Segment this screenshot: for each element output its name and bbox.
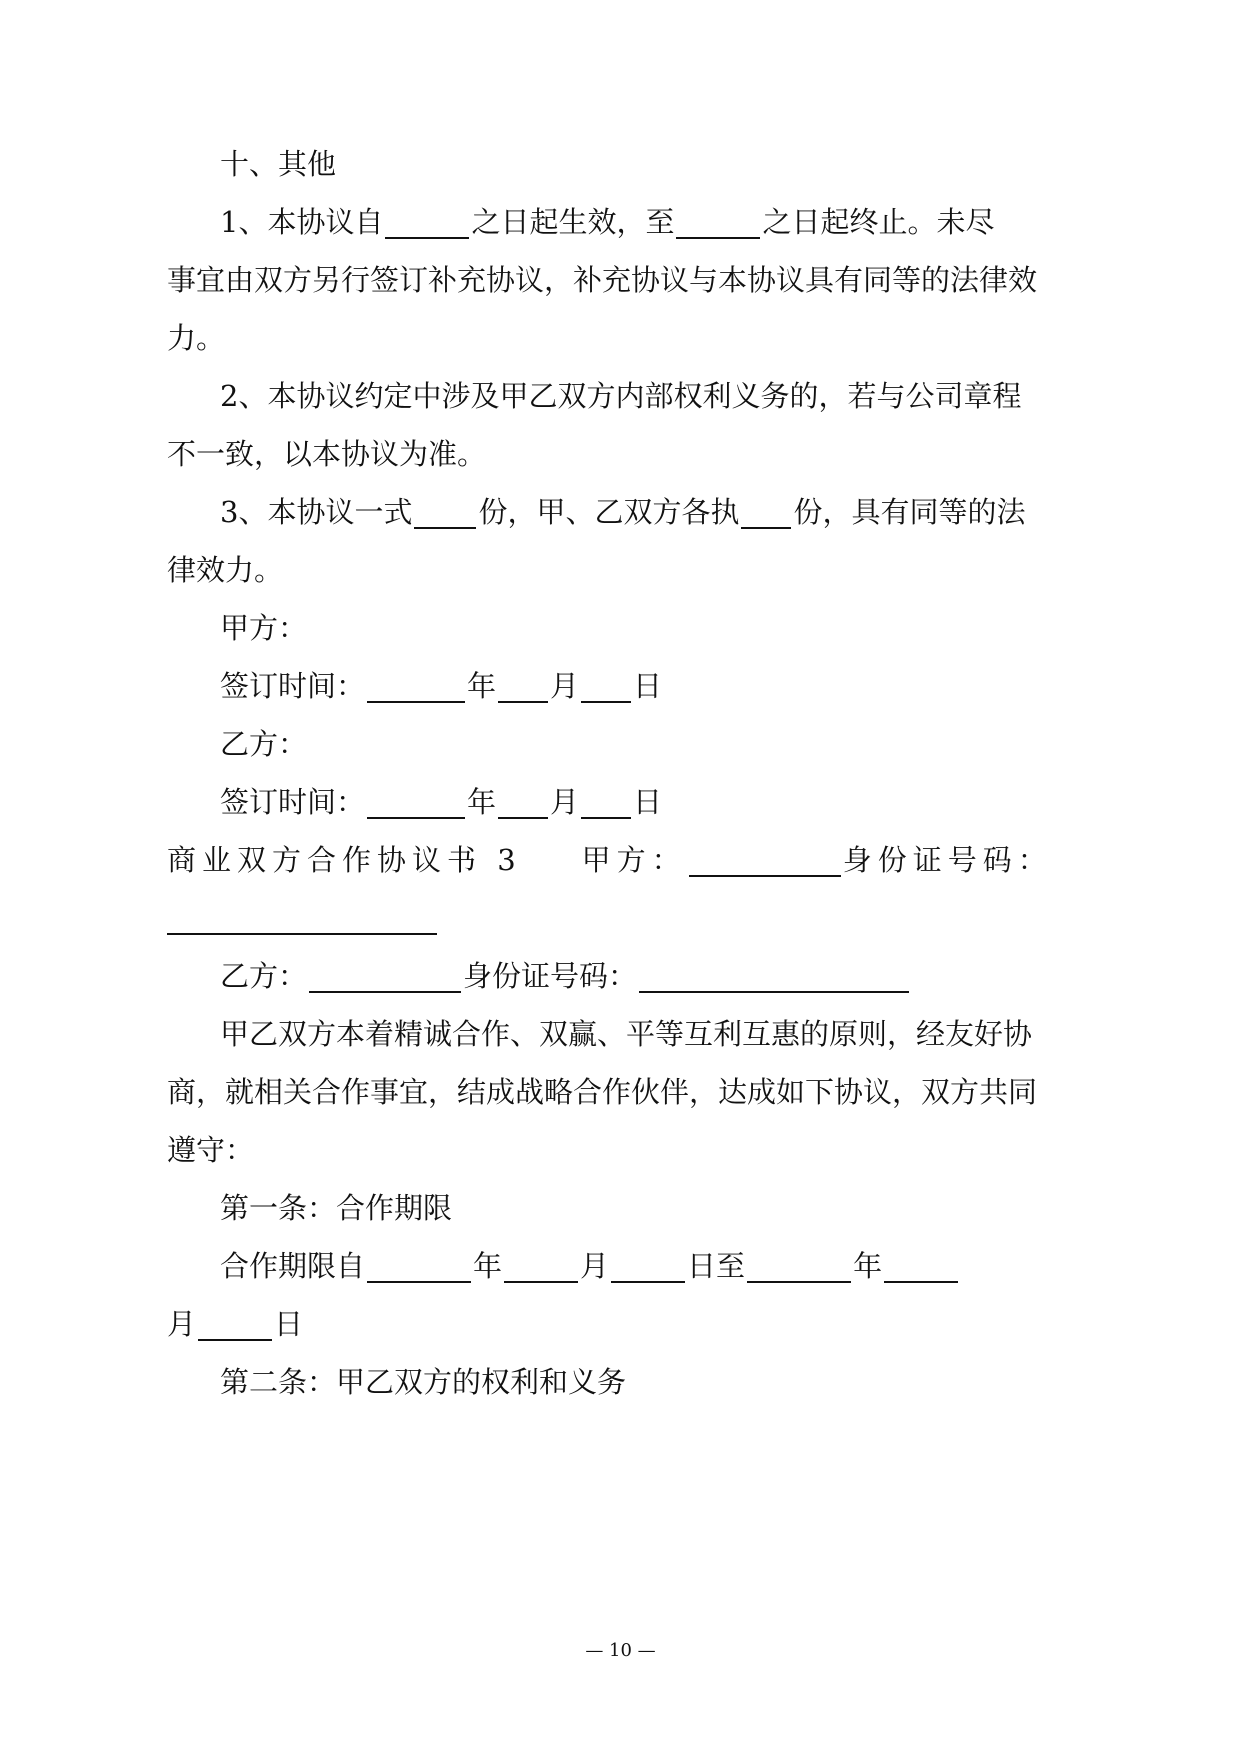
year-label: 年 (467, 785, 497, 819)
party-b-label: 乙方： (220, 727, 308, 761)
article-1-title: 第一条：合作期限 (220, 1191, 453, 1225)
party-b-sign-time (0, 777, 1241, 827)
clause-text: 份，具有同等的法 (793, 495, 1026, 529)
article-1-heading (0, 1183, 1241, 1233)
article-2-heading (0, 1357, 1241, 1407)
clause-text: 之日起生效，至 (471, 205, 675, 239)
sign-time-label: 签订时间： (220, 785, 366, 819)
blank-copies-each (741, 487, 791, 529)
blank-party-a-id (167, 893, 437, 935)
party-b-signature (0, 719, 1241, 769)
blank-party-b-name (309, 951, 461, 993)
clause-1-line-2 (0, 255, 1241, 305)
doc3-party-b-label: 乙方： (220, 959, 308, 993)
blank-termination-date (676, 197, 760, 239)
clause-text: 事宜由双方另行签订补充协议，补充协议与本协议具有同等的法律效 (167, 263, 1038, 297)
blank-start-year (367, 1241, 471, 1283)
blank-month (498, 661, 548, 703)
clause-text: 3、本协议一式 (220, 495, 413, 529)
cooperation-term-line-2 (0, 1299, 1241, 1349)
day-label: 日 (633, 669, 663, 703)
blank-day (581, 661, 631, 703)
month-label: 月 (580, 1249, 610, 1283)
article-2-title: 第二条：甲乙双方的权利和义务 (220, 1365, 627, 1399)
doc3-intro-line-3 (0, 1125, 1241, 1175)
doc3-party-b-line (0, 951, 1241, 1001)
clause-1-line-3 (0, 313, 1241, 363)
clause-1-line-1 (0, 197, 1241, 247)
year-label: 年 (473, 1249, 503, 1283)
clause-text: 力。 (167, 321, 226, 355)
doc3-intro-line-1 (0, 1009, 1241, 1059)
blank-year (367, 777, 465, 819)
intro-text: 遵守： (167, 1133, 255, 1167)
doc3-id-label: 身份证号码： (842, 843, 1053, 877)
section-heading (0, 139, 1241, 189)
day-label: 日 (274, 1307, 304, 1341)
blank-end-month (884, 1241, 958, 1283)
section-title: 十、其他 (220, 147, 337, 181)
doc3-party-a-id-line (0, 893, 1241, 943)
clause-text: 1、本协议自 (220, 205, 384, 239)
blank-month (498, 777, 548, 819)
party-a-sign-time (0, 661, 1241, 711)
clause-2-line-2 (0, 429, 1241, 479)
term-text: 合作期限自 (220, 1249, 366, 1283)
clause-text: 之日起终止。未尽 (762, 205, 995, 239)
month-label: 月 (167, 1307, 197, 1341)
clause-text: 2、本协议约定中涉及甲乙双方内部权利义务的，若与公司章程 (220, 379, 1022, 413)
clause-text: 份，甲、乙双方各执 (478, 495, 740, 529)
intro-text: 甲乙双方本着精诚合作、双赢、平等互利互惠的原则，经友好协 (220, 1017, 1033, 1051)
doc3-title-line (0, 835, 1241, 885)
doc3-title: 商业双方合作协议书 3 (167, 843, 522, 877)
clause-text: 律效力。 (167, 553, 284, 587)
year-label: 年 (853, 1249, 883, 1283)
blank-day (581, 777, 631, 819)
sign-time-label: 签订时间： (220, 669, 366, 703)
doc3-intro-line-2 (0, 1067, 1241, 1117)
party-a-signature (0, 603, 1241, 653)
month-label: 月 (550, 669, 580, 703)
year-label: 年 (467, 669, 497, 703)
clause-text: 不一致，以本协议为准。 (167, 437, 487, 471)
cooperation-term-line-1 (0, 1241, 1241, 1291)
clause-2-line-1 (0, 371, 1241, 421)
blank-copies-total (414, 487, 476, 529)
blank-party-b-id (639, 951, 909, 993)
blank-end-year (747, 1241, 851, 1283)
month-label: 月 (550, 785, 580, 819)
blank-year (367, 661, 465, 703)
intro-text: 商，就相关合作事宜，结成战略合作伙伴，达成如下协议，双方共同 (167, 1075, 1038, 1109)
page-number: — 10 — (585, 1640, 656, 1661)
clause-3-line-2 (0, 545, 1241, 595)
blank-effective-date (385, 197, 469, 239)
blank-end-day (198, 1299, 272, 1341)
doc3-id-label: 身份证号码： (463, 959, 638, 993)
blank-start-month (504, 1241, 578, 1283)
day-label: 日 (633, 785, 663, 819)
day-to-label: 日至 (687, 1249, 746, 1283)
blank-party-a-name (689, 835, 841, 877)
blank-start-day (611, 1241, 685, 1283)
clause-3-line-1 (0, 487, 1241, 537)
doc3-party-a-label: 甲方： (581, 843, 687, 877)
party-a-label: 甲方： (220, 611, 308, 645)
